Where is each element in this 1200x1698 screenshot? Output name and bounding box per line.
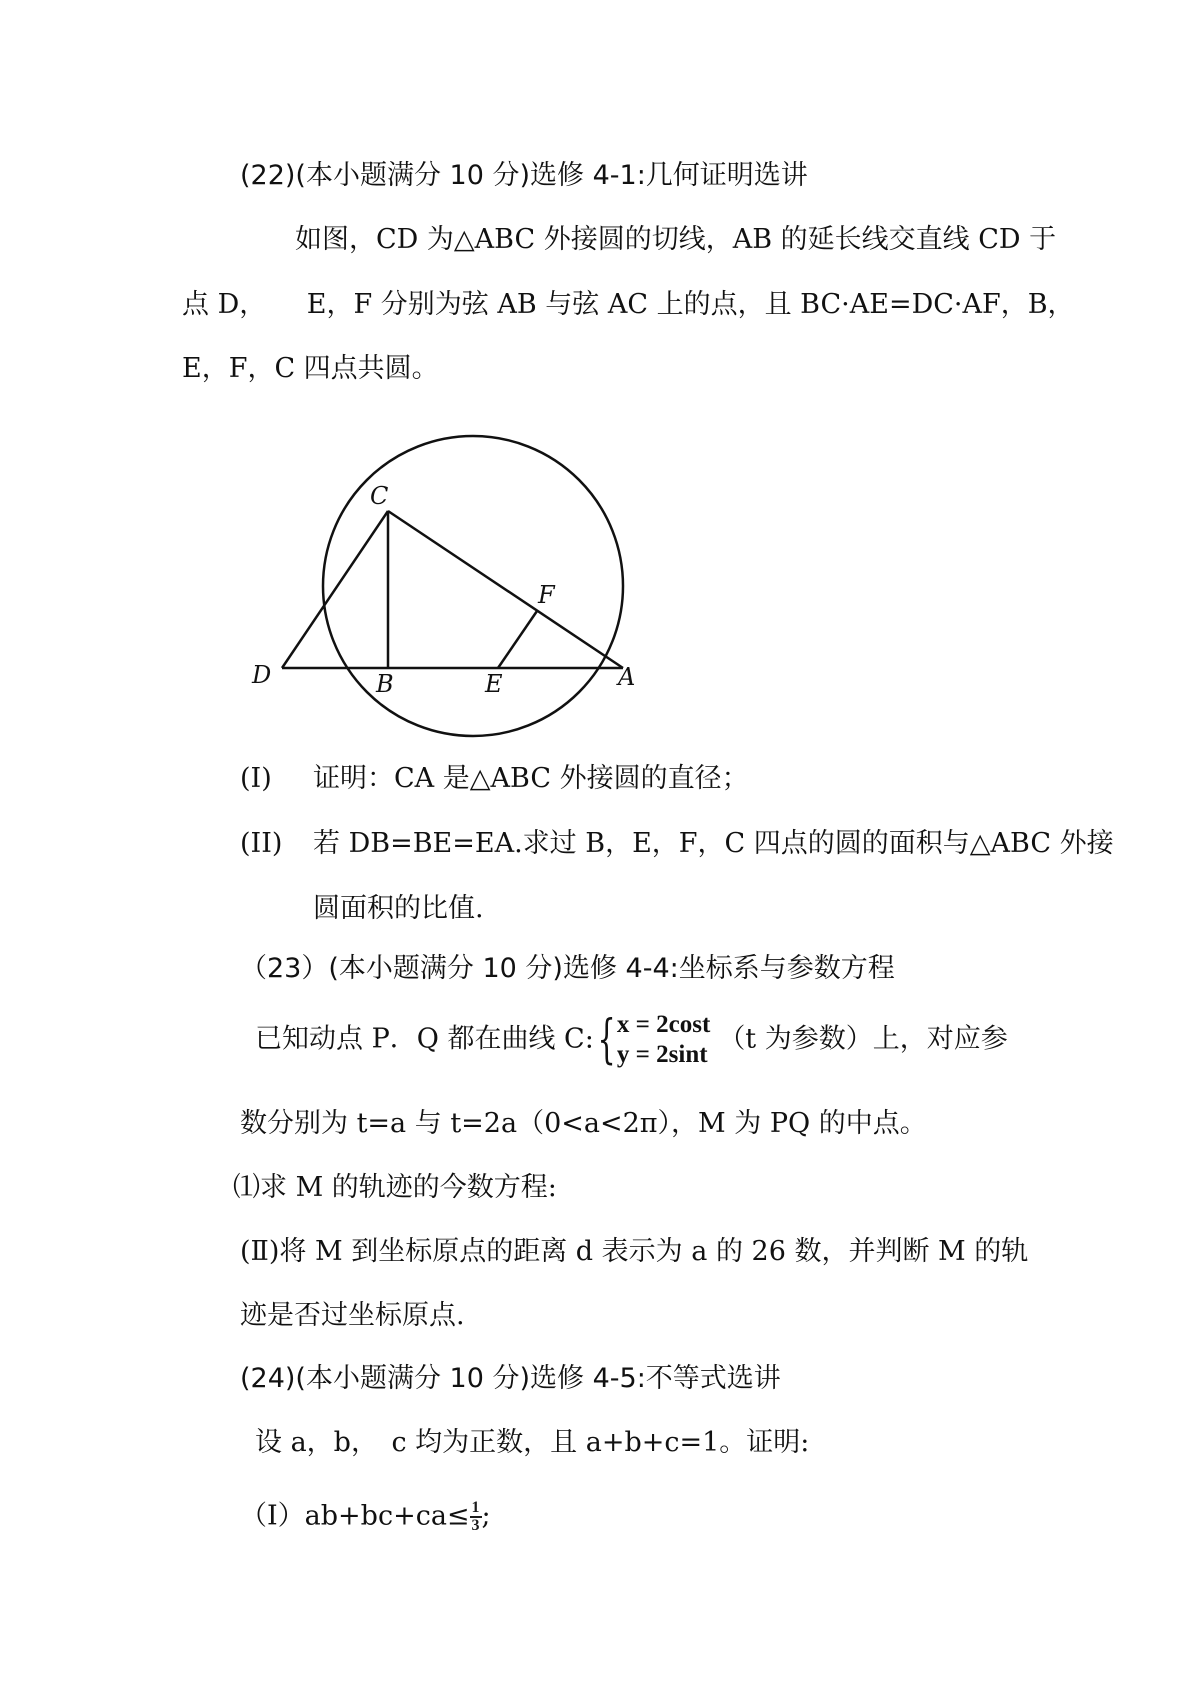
q22-part1-text: 证明：CA 是△ABC 外接圆的直径； [313, 763, 749, 794]
q23-part2-line1: (Ⅱ)将 M 到坐标原点的距离 d 表示为 a 的 26 数，并判断 M 的轨 [240, 1236, 1029, 1267]
q22-body-line2: 点 D， E，F 分别为弦 AB 与弦 AC 上的点，且 BC·AE=DC·AF，B， [182, 289, 1075, 320]
label-e: E [485, 670, 503, 698]
q23-body-line1 [255, 1010, 1008, 1070]
parametric-system [617, 1010, 710, 1070]
label-d: D [252, 661, 272, 689]
geometry-figure-svg [240, 415, 665, 750]
segment-ca [388, 511, 623, 668]
label-f: F [538, 581, 555, 609]
q22-heading: (22)(本小题满分 10 分)选修 4-1:几何证明选讲 [240, 160, 808, 191]
geometry-figure [240, 415, 665, 750]
circumcircle [323, 436, 623, 736]
equation-y: y = 2sint [616, 1041, 708, 1068]
q24-part1-prefix: （Ⅰ）ab+bc+ca≤ [240, 1500, 470, 1532]
q23-body-suffix: （t 为参数）上，对应参 [718, 1023, 1008, 1055]
q24-part1 [240, 1500, 491, 1534]
q24-part1-suffix: ; [481, 1500, 491, 1532]
segment-ef [498, 611, 537, 668]
q22-part2-num: (II) [240, 828, 283, 859]
q24-body: 设 a，b， c 均为正数，且 a+b+c=1。证明: [255, 1427, 810, 1458]
q22-body-line1: 如图，CD 为△ABC 外接圆的切线，AB 的延长线交直线 CD 于 [295, 224, 1057, 255]
q22-part2-line2: 圆面积的比值. [313, 893, 484, 924]
q22-part2-line1: 若 DB=BE=EA.求过 B，E，F，C 四点的圆的面积与△ABC 外接 [313, 828, 1114, 859]
label-a: A [618, 663, 636, 691]
q23-body-prefix: 已知动点 P．Q 都在曲线 C: [255, 1023, 594, 1055]
fraction-one-third [470, 1500, 482, 1534]
label-c: C [370, 482, 389, 510]
equation-x: x = 2cost [616, 1011, 711, 1038]
q23-part1: ⑴求 M 的轨迹的今数方程: [233, 1172, 557, 1203]
q23-body-line2: 数分别为 t=a 与 t=2a（0<a<2π），M 为 PQ 的中点。 [240, 1108, 927, 1139]
label-b: B [376, 670, 394, 698]
fraction-numerator: 1 [471, 1499, 480, 1516]
q22-part1-num: (I) [240, 763, 272, 794]
q23-part2-line2: 迹是否过坐标原点. [240, 1300, 465, 1331]
q22-body-line3: E，F，C 四点共圆。 [182, 353, 439, 384]
q23-heading: （23）(本小题满分 10 分)选修 4-4:坐标系与参数方程 [240, 953, 895, 984]
q24-heading: (24)(本小题满分 10 分)选修 4-5:不等式选讲 [240, 1363, 781, 1394]
equation-brace: { [597, 1010, 616, 1070]
fraction-denominator: 3 [471, 1517, 480, 1534]
